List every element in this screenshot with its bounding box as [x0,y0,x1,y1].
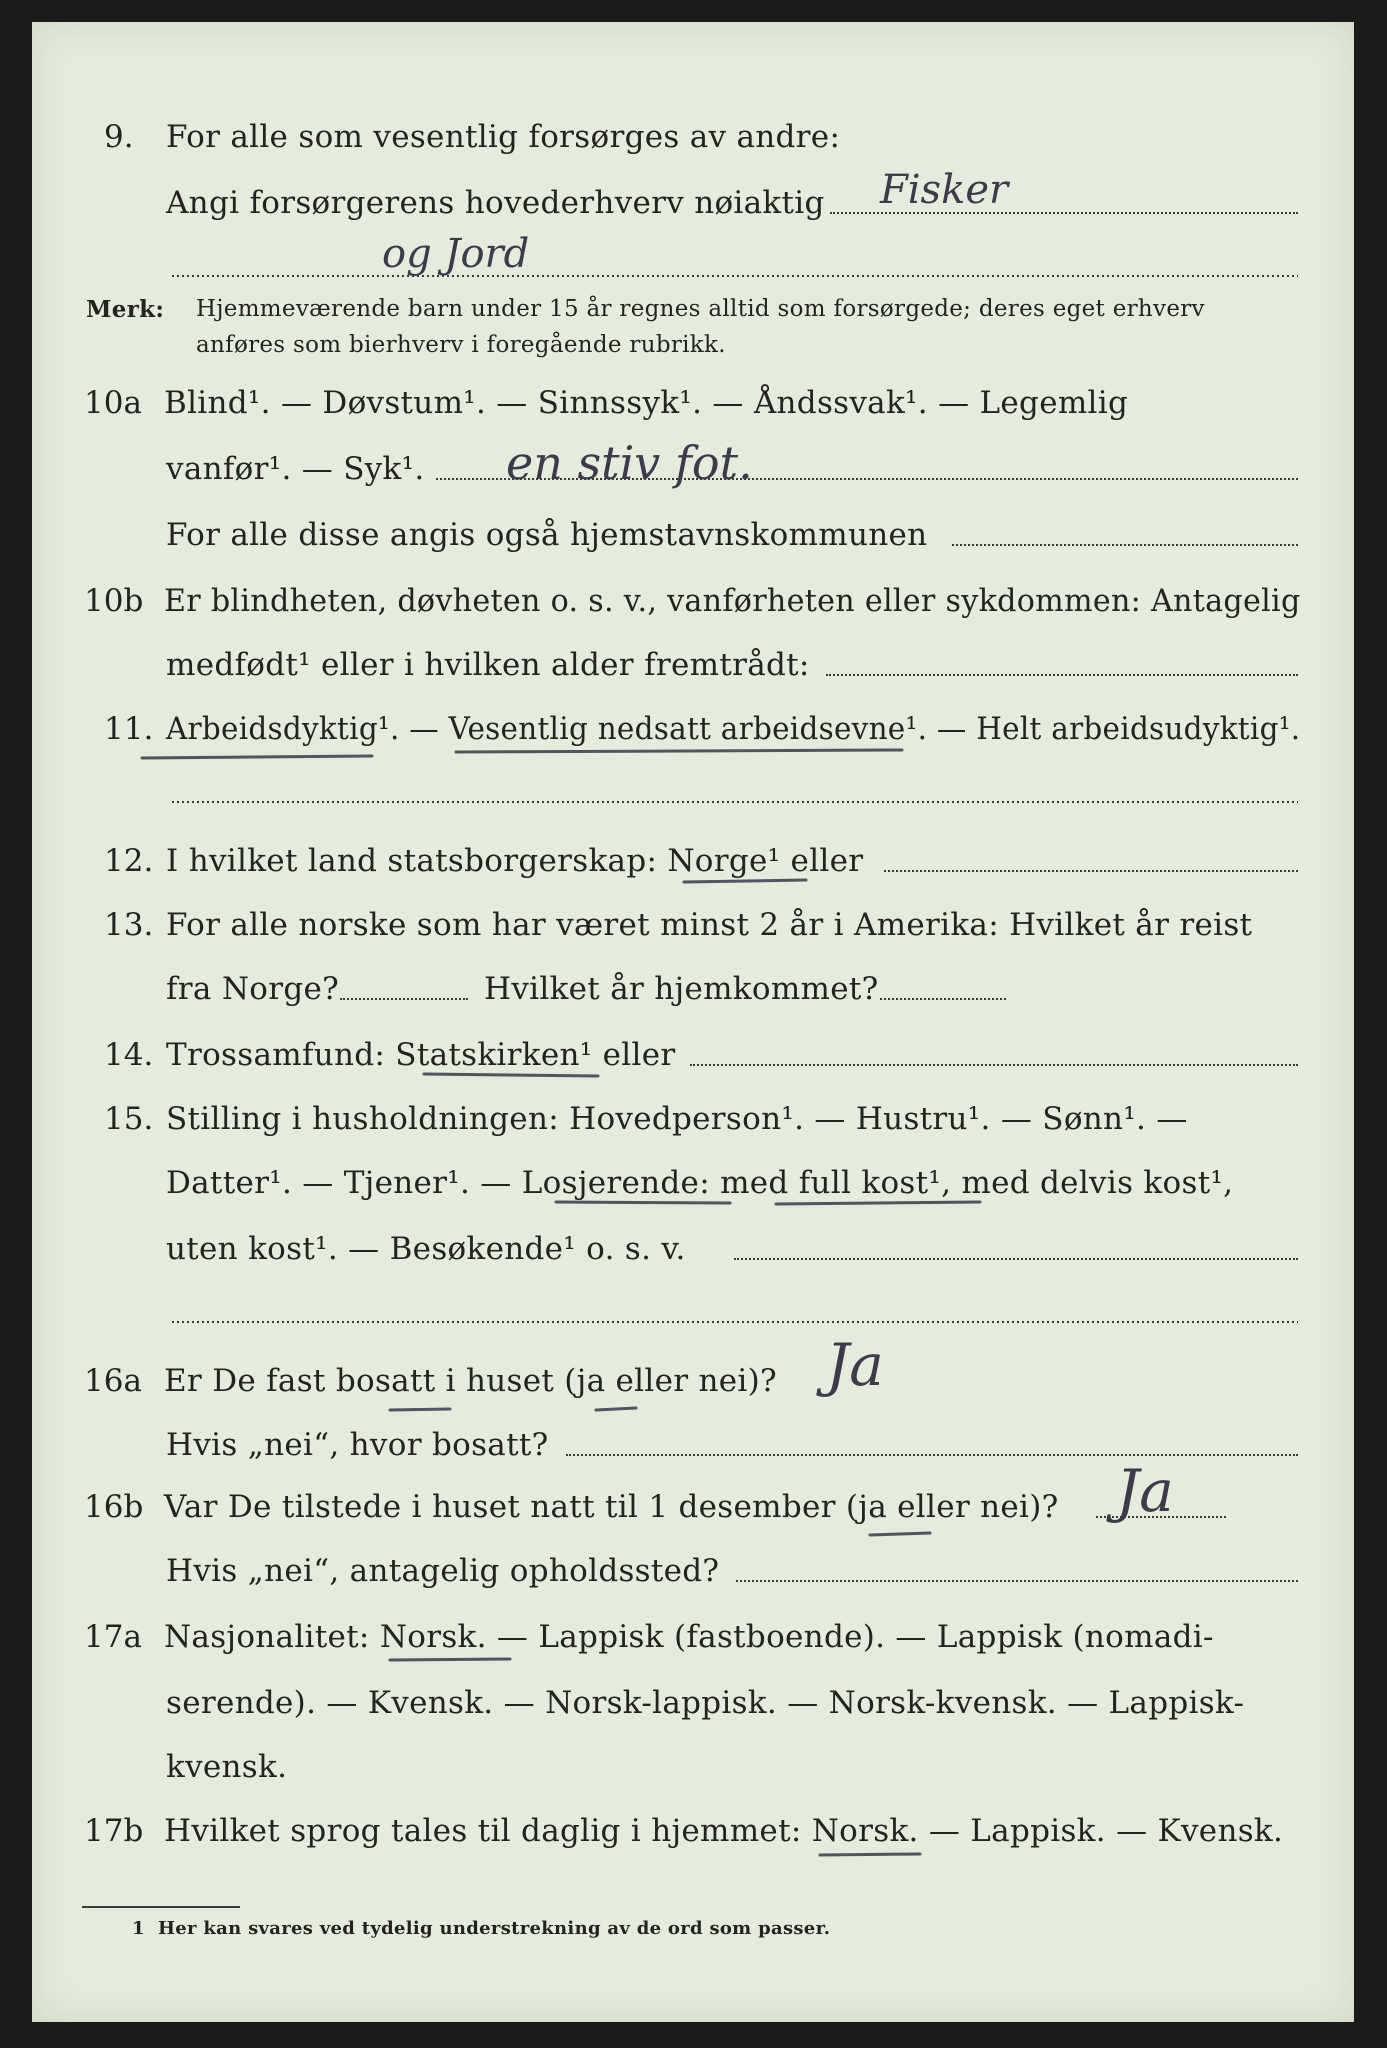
q15-answer-line[interactable] [734,1258,1298,1260]
q16b-number: 16b [84,1489,144,1525]
q16a-answer-line[interactable] [566,1454,1298,1456]
underline-norsk-17a [390,1659,510,1660]
footnote-mark: 1 [132,1918,145,1939]
q11-line1: Arbeidsdyktig¹. — Vesentlig nedsatt arbeidsevne¹. — Helt arbeidsudyktig¹. [166,711,1301,747]
q10b-number: 10b [84,583,144,619]
q17b-line1: Hvilket sprog tales til daglig i hjemmet: Norsk. — Lappisk. — Kvensk. [164,1813,1284,1849]
q13-number: 13. [104,907,154,943]
merk-line2: anføres som bierhverv i foregående rubrikk. [196,332,726,358]
q13-line2b: Hvilket år hjemkommet? [484,971,879,1007]
q12-line1: I hvilket land statsborgerskap: Norge¹ eller [166,843,864,879]
underline-norge [684,880,806,882]
q10a-hjemstavn-line[interactable] [952,544,1298,546]
q10a-line3: For alle disse angis også hjemstavnskommunen [166,517,928,553]
underline-norsk-17b [820,1854,920,1855]
q9-handwritten-continuation: og Jord [382,231,530,277]
q16a-handwritten-answer: Ja [826,1331,884,1399]
q17a-number: 17a [84,1619,142,1655]
q15-line1: Stilling i husholdningen: Hovedperson¹. — Hustru¹. — Sønn¹. — [166,1101,1188,1137]
q16a-number: 16a [84,1363,142,1399]
q10b-line2: medfødt¹ eller i hvilken alder fremtrådt: [166,647,810,683]
q17b-number: 17b [84,1813,144,1849]
q16b-line1: Var De tilstede i huset natt til 1 desember (ja eller nei)? [164,1489,1059,1525]
q11-number: 11. [104,711,154,747]
q10b-line1: Er blindheten, døvheten o. s. v., vanførheten eller sykdommen: Antagelig [164,583,1301,619]
q10a-line2: vanfør¹. — Syk¹. [166,451,425,487]
q10a-handwritten-answer: en stiv fot. [506,436,753,490]
q17a-line3: kvensk. [166,1749,288,1785]
q16b-line2: Hvis „nei“, antagelig opholdssted? [166,1553,720,1589]
q12-number: 12. [104,843,154,879]
q14-number: 14. [104,1037,154,1073]
merk-label: Merk: [86,296,165,323]
q15-number: 15. [104,1101,154,1137]
underline-statskirken [424,1074,598,1076]
q15-line2: Datter¹. — Tjener¹. — Losjerende: med full kost¹, med delvis kost¹, [166,1165,1234,1201]
q13-line2a: fra Norge? [166,971,340,1007]
underline-arbeidsdyktig [142,756,372,758]
q16b-answer-line[interactable] [1096,1516,1226,1518]
q16b-opholdssted-line[interactable] [736,1580,1298,1582]
q9-number: 9. [104,119,134,155]
underline-ja [596,1408,636,1410]
merk-line1: Hjemmeværende barn under 15 år regnes alltid som forsørgede; deres eget erhverv [196,296,1205,322]
q9-handwritten-answer: Fisker [880,167,1009,213]
q17a-line1: Nasjonalitet: Norsk. — Lappisk (fastboende). — Lappisk (nomadi- [164,1619,1214,1655]
q15-line3: uten kost¹. — Besøkende¹ o. s. v. [166,1231,686,1267]
underline-losjerende [556,1202,730,1203]
q16b-handwritten-answer: Ja [1116,1457,1174,1525]
q16a-line2: Hvis „nei“, hvor bosatt? [166,1427,549,1463]
q9-line2: Angi forsørgerens hovederhverv nøiaktig [166,185,825,221]
q9-line1: For alle som vesentlig forsørges av andre: [166,119,841,155]
q10a-line1: Blind¹. — Døvstum¹. — Sinnssyk¹. — Åndssvak¹. — Legemlig [164,385,1129,421]
q14-answer-line[interactable] [690,1064,1298,1066]
q13-line1: For alle norske som har været minst 2 år i Amerika: Hvilket år reist [166,907,1253,943]
q10a-number: 10a [84,385,142,421]
q10b-answer-line[interactable] [826,674,1298,676]
underline-nedsatt-arbeidsevne [456,750,902,752]
footnote-text: Her kan svares ved tydelig understrekning av de ord som passer. [158,1918,831,1939]
q16a-line1: Er De fast bosatt i huset (ja eller nei)? [164,1363,777,1399]
underline-ja-16b [870,1533,930,1535]
q17a-line2: serende). — Kvensk. — Norsk-lappisk. — Norsk-kvensk. — Lappisk- [166,1685,1245,1721]
q14-line1: Trossamfund: Statskirken¹ eller [166,1037,676,1073]
underline-bosatt [390,1409,450,1410]
q12-answer-line[interactable] [884,870,1298,872]
q13-hjemkommet-line[interactable] [880,998,1006,1000]
q13-reist-line[interactable] [340,998,468,1000]
underline-med-full-kost [776,1202,980,1204]
